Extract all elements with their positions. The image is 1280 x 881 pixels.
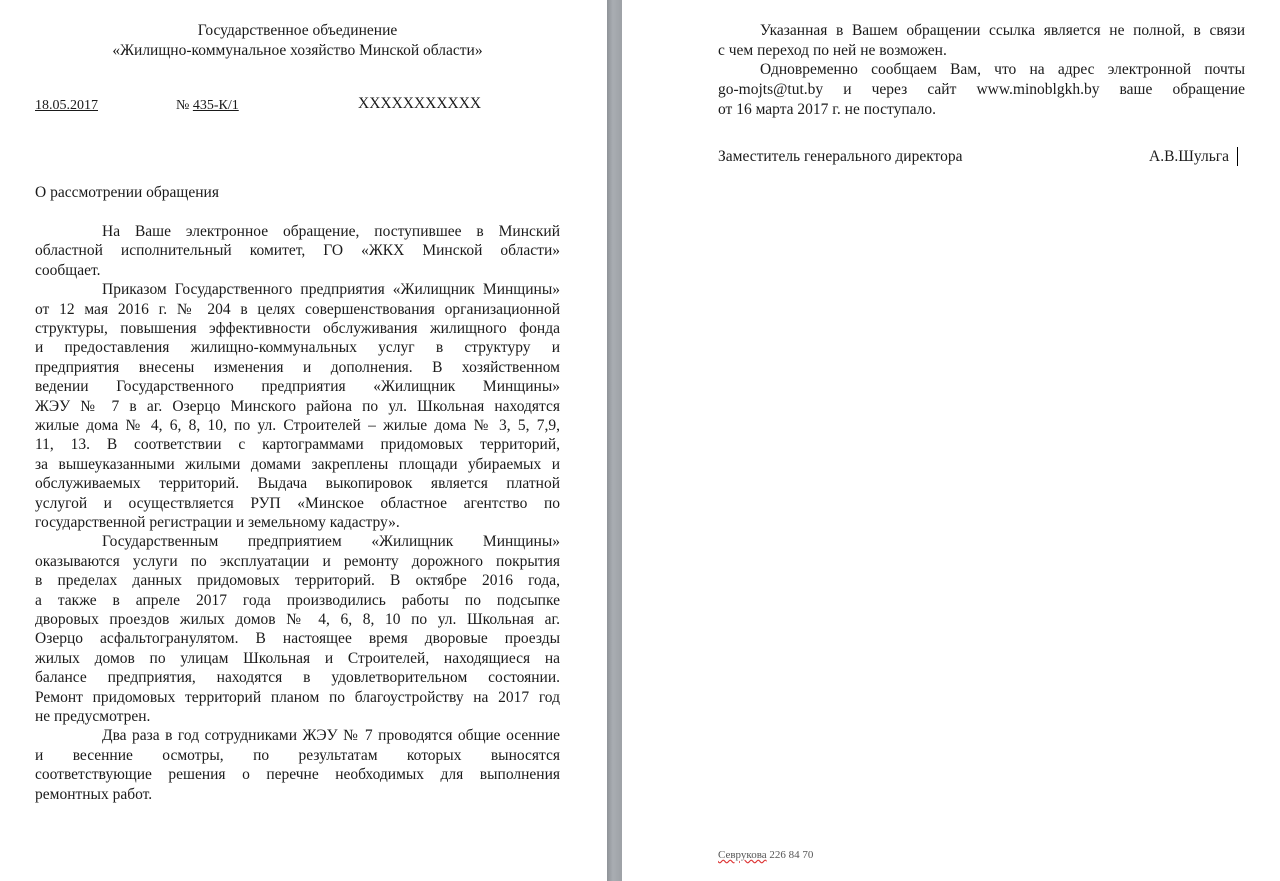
- paragraph-line: Ремонт придомовых территорий планом по благоустройству на 2017 год: [35, 688, 560, 706]
- paragraph-line: услугой и осуществляется РУП «Минское областное агентство по: [35, 494, 560, 512]
- signature-title: Заместитель генерального директора: [718, 148, 963, 165]
- paragraph-line: от 12 мая 2016 г. № 204 в целях совершенствования организационной: [35, 300, 560, 318]
- org-name-line-1: Государственное объединение: [197, 22, 398, 39]
- paragraph-line: ремонтных работ.: [35, 785, 153, 803]
- paragraph-line: обслуживаемых территорий. Выдача выкопировок является платной: [35, 475, 560, 493]
- paragraph-line: в пределах данных придомовых территорий. В октябре 2016 года,: [35, 572, 560, 590]
- paragraph-line: Указанная в Вашем обращении ссылка является не полной, в связи: [760, 22, 1245, 39]
- paragraph-line: областной исполнительный комитет, ГО «ЖКХ Минской области»: [35, 242, 560, 260]
- paragraph-line: Одновременно сообщаем Вам, что на адрес электронной почты: [760, 61, 1245, 79]
- paragraph-line: а также в апреле 2017 года производились работы по подсыпке: [35, 591, 560, 609]
- letter-date: 18.05.2017: [35, 98, 98, 113]
- paragraph-line: сообщает.: [35, 261, 101, 279]
- paragraph-line: и предоставления жилищно-коммунальных услуг в структуру и: [35, 339, 560, 357]
- paragraph-line: жилых домов по улицам Школьная и Строителей, находящиеся на: [35, 649, 560, 667]
- paragraph-line: за вышеуказанными жилыми домами закреплены площади убираемых и: [35, 455, 560, 473]
- paragraph-line: соответствующие решения о перечне необходимых для выполнения: [35, 766, 560, 784]
- paragraph-line: Приказом Государственного предприятия «Жилищник Минщины»: [102, 281, 560, 299]
- number-value: 435-К/1: [192, 98, 239, 113]
- paragraph-line: структуры, повышения эффективности обслуживания жилищного фонда: [35, 320, 560, 337]
- paragraph-line: дворовых проездов жилых домов № 4, 6, 8, 10 по ул. Школьная аг.: [35, 611, 560, 628]
- paragraph-line: На Ваше электронное обращение, поступившее в Минский: [102, 223, 560, 240]
- org-name-line-2: «Жилищно-коммунальное хозяйство Минской области»: [112, 42, 483, 59]
- paragraph-line: Государственным предприятием «Жилищник Минщины»: [102, 533, 560, 551]
- paragraph-line: предприятия внесены изменения и дополнения. В хозяйственном: [35, 358, 560, 376]
- paragraph-line: не предусмотрен.: [35, 708, 151, 725]
- recipient: ХХХХХХХХХХХ: [358, 95, 482, 112]
- paragraph-line: оказываются услуги по эксплуатации и ремонту дорожного покрытия: [35, 552, 560, 570]
- paragraph-line: с чем переход по ней не возможен.: [718, 41, 947, 59]
- text-cursor: [1237, 147, 1238, 166]
- paragraph-line: 11, 13. В соответствии с картограммами придомовых территорий,: [35, 436, 560, 454]
- footer-contact: [718, 849, 813, 861]
- paragraph-line: жилые дома № 4, 6, 8, 10, по ул. Строителей – жилые дома № 3, 5, 7,9,: [35, 417, 560, 434]
- document-page-2[interactable]: [622, 0, 1280, 881]
- number-sign: №: [176, 98, 190, 113]
- document-page-1[interactable]: [0, 0, 607, 881]
- paragraph-line: от 16 марта 2017 г. не поступало.: [718, 100, 936, 118]
- page-separator: [607, 0, 622, 881]
- footer-phone: 226 84 70: [769, 849, 814, 861]
- paragraph-line: и весенние осмотры, по результатам которых выносятся: [35, 746, 560, 764]
- paragraph-line: go-mojts@tut.by и через сайт www.minoblgkh.by ваше обращение: [718, 81, 1245, 99]
- signature-name: А.В.Шульга: [1149, 148, 1230, 165]
- paragraph-line: балансе предприятия, находятся в удовлетворительном состоянии.: [35, 669, 560, 687]
- paragraph-line: ЖЭУ № 7 в аг. Озерцо Минского района по ул. Школьная находятся: [35, 397, 560, 415]
- subject-line: О рассмотрении обращения: [35, 184, 219, 201]
- paragraph-line: ведении Государственного предприятия «Жилищник Минщины»: [35, 378, 560, 396]
- paragraph-line: Озерцо асфальтогранулятом. В настоящее время дворовые проезды: [35, 630, 560, 648]
- footer-name: Севрукова: [718, 849, 767, 861]
- paragraph-line: Два раза в год сотрудниками ЖЭУ № 7 проводятся общие осенние: [102, 727, 560, 745]
- letter-number: [176, 96, 239, 115]
- paragraph-line: государственной регистрации и земельному кадастру».: [35, 514, 400, 531]
